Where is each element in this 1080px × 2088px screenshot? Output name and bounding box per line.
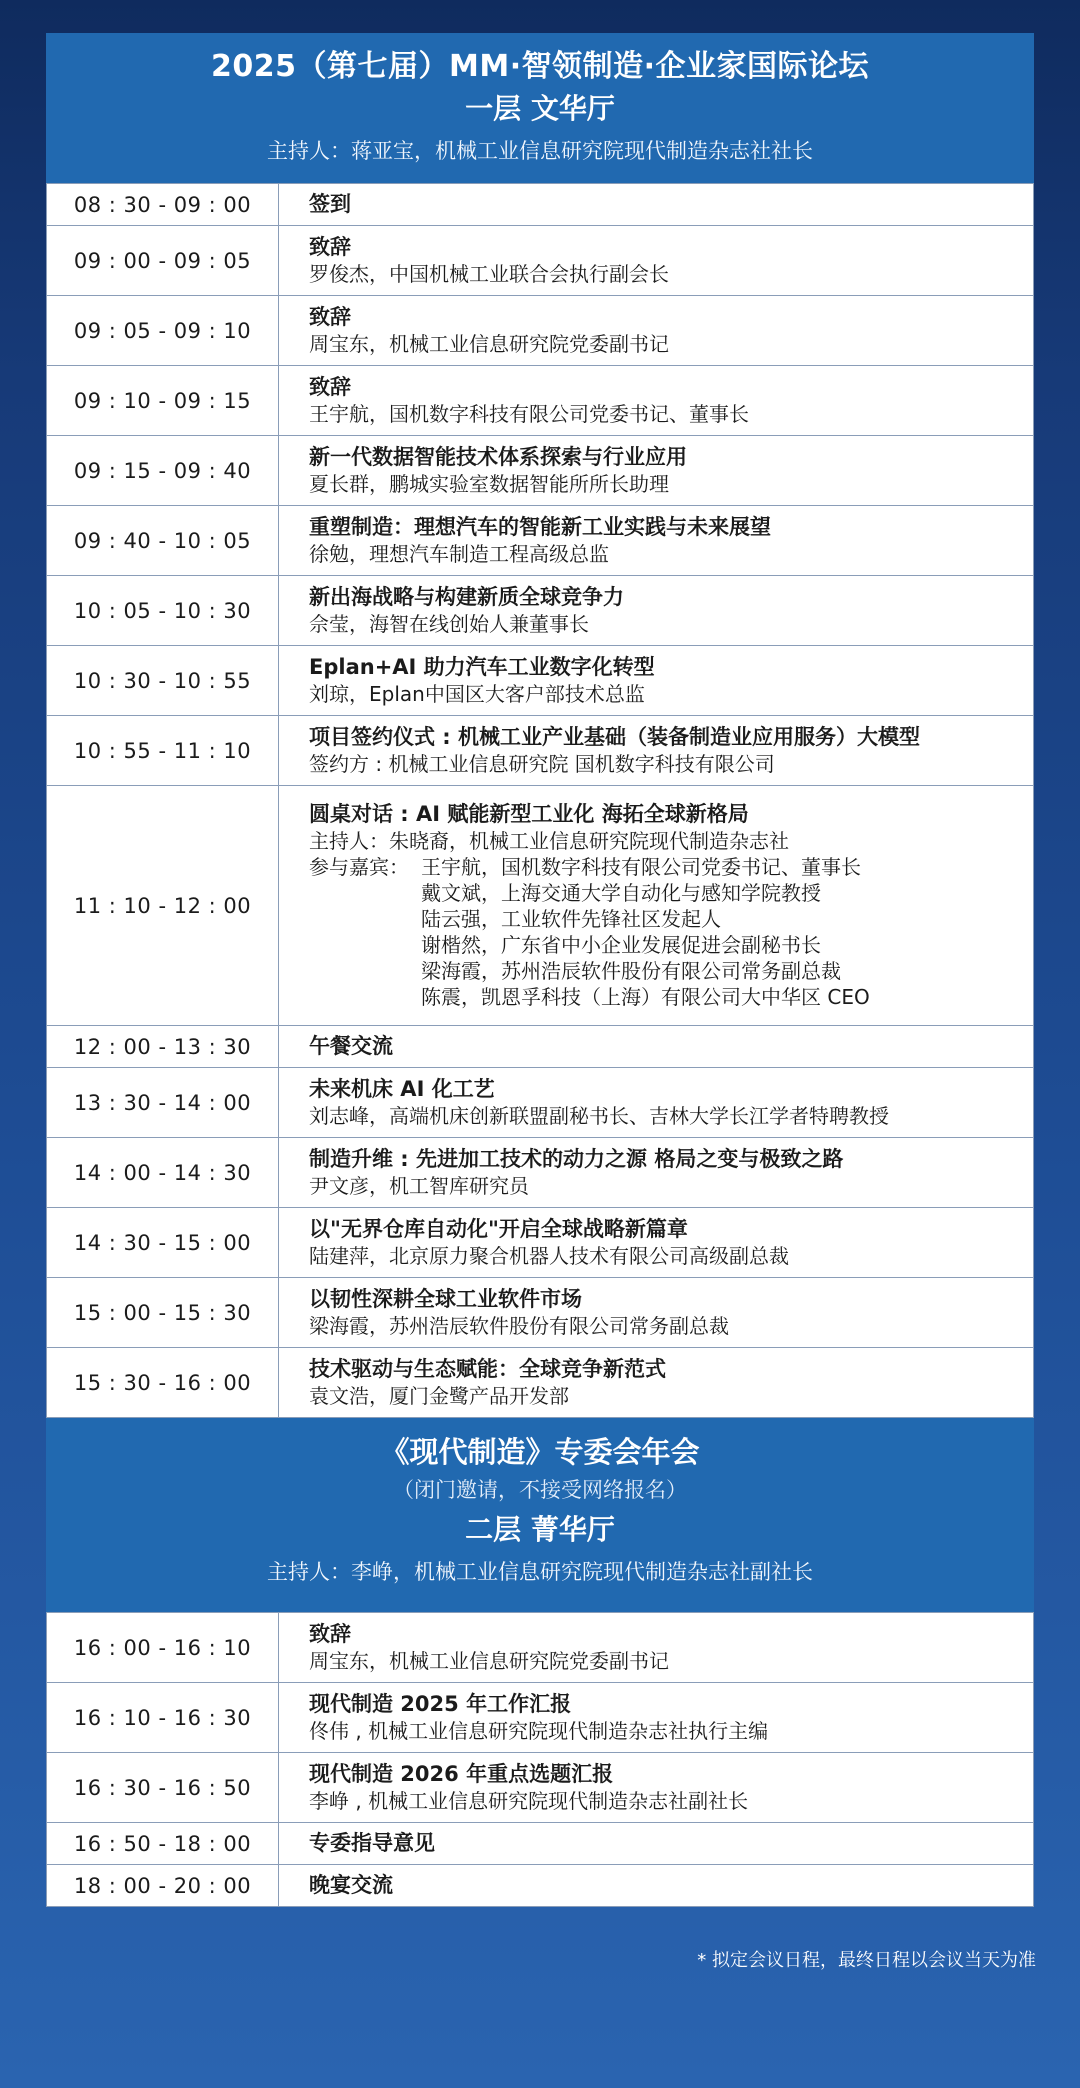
forum-schedule-table xyxy=(46,183,1034,1418)
session-title: 未来机床 AI 化工艺 xyxy=(309,1076,495,1101)
session-title: 新一代数据智能技术体系探索与行业应用 xyxy=(309,444,687,469)
session-time: 16 : 50 - 18 : 00 xyxy=(47,1823,279,1865)
schedule-row xyxy=(47,1613,1034,1683)
committee-schedule-table xyxy=(46,1612,1034,1907)
session-content xyxy=(279,296,1034,366)
session-title: 新出海战略与构建新质全球竞争力 xyxy=(309,584,624,609)
session-speaker: 佟伟 , 机械工业信息研究院现代制造杂志社执行主编 xyxy=(309,1718,769,1743)
session-time: 09 : 40 - 10 : 05 xyxy=(47,506,279,576)
session-title: 晚宴交流 xyxy=(309,1873,393,1897)
session-content xyxy=(279,436,1034,506)
session-speaker: 袁文浩，厦门金鹭产品开发部 xyxy=(309,1383,569,1408)
session-speaker: 梁海霞，苏州浩辰软件股份有限公司常务副总裁 xyxy=(309,1313,729,1338)
session-content xyxy=(279,1753,1034,1823)
schedule-row xyxy=(47,436,1034,506)
session-speaker: 刘志峰，高端机床创新联盟副秘书长、吉林大学长江学者特聘教授 xyxy=(309,1103,889,1128)
session-content xyxy=(279,576,1034,646)
session-time: 11 : 10 - 12 : 00 xyxy=(47,786,279,1026)
committee-note: （闭门邀请，不接受网络报名） xyxy=(393,1478,687,1502)
schedule-row xyxy=(47,226,1034,296)
schedule-row xyxy=(47,506,1034,576)
session-content xyxy=(279,366,1034,436)
guest-label xyxy=(309,880,421,906)
forum-host: 主持人：蒋亚宝，机械工业信息研究院现代制造杂志社社长 xyxy=(267,139,813,163)
session-speaker: 签约方 : 机械工业信息研究院 国机数字科技有限公司 xyxy=(309,751,775,776)
session-content xyxy=(279,184,1034,226)
committee-venue: 二层 菁华厅 xyxy=(465,1513,615,1546)
session-content xyxy=(279,716,1034,786)
session-time: 13 : 30 - 14 : 00 xyxy=(47,1068,279,1138)
session-title: 致辞 xyxy=(309,374,351,399)
schedule-row-roundtable xyxy=(47,786,1034,1026)
session-speaker: 周宝东，机械工业信息研究院党委副书记 xyxy=(309,1648,669,1673)
guest-name: 梁海霞，苏州浩辰软件股份有限公司常务副总裁 xyxy=(421,959,841,983)
session-content xyxy=(279,786,1034,1026)
session-title: 专委指导意见 xyxy=(309,1831,435,1855)
forum-venue: 一层 文华厅 xyxy=(465,92,615,125)
guest-name: 陈震，凯恩孚科技（上海）有限公司大中华区 CEO xyxy=(421,985,870,1009)
schedule-row xyxy=(47,184,1034,226)
session-time: 16 : 00 - 16 : 10 xyxy=(47,1613,279,1683)
session-speaker: 王宇航，国机数字科技有限公司党委书记、董事长 xyxy=(309,401,749,426)
guest-label xyxy=(309,958,421,984)
guest-label: 参与嘉宾： xyxy=(309,855,409,879)
session-content xyxy=(279,506,1034,576)
roundtable-host: 主持人：朱晓裔，机械工业信息研究院现代制造杂志社 xyxy=(309,829,789,853)
session-title: 以韧性深耕全球工业软件市场 xyxy=(309,1286,582,1311)
session-title: 致辞 xyxy=(309,1621,351,1646)
session-speaker: 夏长群，鹏城实验室数据智能所所长助理 xyxy=(309,471,669,496)
session-content xyxy=(279,1683,1034,1753)
session-title: 现代制造 2025 年工作汇报 xyxy=(309,1691,572,1716)
session-content xyxy=(279,1278,1034,1348)
guest-label xyxy=(309,932,421,958)
guest-line xyxy=(309,854,1033,880)
session-title: 午餐交流 xyxy=(309,1034,393,1058)
session-time: 16 : 30 - 16 : 50 xyxy=(47,1753,279,1823)
committee-header xyxy=(46,1418,1034,1612)
session-title: 致辞 xyxy=(309,304,351,329)
guest-line xyxy=(309,932,1033,958)
session-time: 16 : 10 - 16 : 30 xyxy=(47,1683,279,1753)
guest-name: 戴文斌，上海交通大学自动化与感知学院教授 xyxy=(421,881,821,905)
guest-label xyxy=(309,906,421,932)
session-title: 签到 xyxy=(309,192,351,216)
schedule-row xyxy=(47,1138,1034,1208)
schedule-row xyxy=(47,716,1034,786)
session-content xyxy=(279,646,1034,716)
guest-name: 陆云强，工业软件先锋社区发起人 xyxy=(421,907,721,931)
session-time: 14 : 30 - 15 : 00 xyxy=(47,1208,279,1278)
guest-label xyxy=(309,984,421,1010)
session-content xyxy=(279,1823,1034,1865)
schedule-row xyxy=(47,1026,1034,1068)
schedule-row xyxy=(47,1753,1034,1823)
schedule-row xyxy=(47,1278,1034,1348)
session-title: 技术驱动与生态赋能：全球竞争新范式 xyxy=(309,1356,666,1381)
forum-title: 2025（第七届）MM·智领制造·企业家国际论坛 xyxy=(211,49,869,84)
session-title: 以"无界仓库自动化"开启全球战略新篇章 xyxy=(309,1216,688,1241)
session-content xyxy=(279,1348,1034,1418)
session-title: 致辞 xyxy=(309,234,351,259)
session-content xyxy=(279,1208,1034,1278)
session-content xyxy=(279,1865,1034,1907)
session-speaker: 刘琼，Eplan中国区大客户部技术总监 xyxy=(309,681,645,706)
schedule-row xyxy=(47,1865,1034,1907)
schedule-row xyxy=(47,1208,1034,1278)
session-time: 12 : 00 - 13 : 30 xyxy=(47,1026,279,1068)
session-time: 10 : 30 - 10 : 55 xyxy=(47,646,279,716)
guest-line xyxy=(309,958,1033,984)
session-speaker: 罗俊杰，中国机械工业联合会执行副会长 xyxy=(309,261,669,286)
session-content xyxy=(279,1613,1034,1683)
session-time: 09 : 10 - 09 : 15 xyxy=(47,366,279,436)
session-speaker: 尹文彦，机工智库研究员 xyxy=(309,1173,529,1198)
session-time: 14 : 00 - 14 : 30 xyxy=(47,1138,279,1208)
session-time: 10 : 55 - 11 : 10 xyxy=(47,716,279,786)
session-time: 08 : 30 - 09 : 00 xyxy=(47,184,279,226)
guest-line xyxy=(309,984,1033,1010)
session-speaker: 佘莹，海智在线创始人兼董事长 xyxy=(309,611,589,636)
session-speaker: 李峥 , 机械工业信息研究院现代制造杂志社副社长 xyxy=(309,1788,749,1813)
session-title: 重塑制造：理想汽车的智能新工业实践与未来展望 xyxy=(309,514,771,539)
schedule-row xyxy=(47,296,1034,366)
session-content xyxy=(279,1068,1034,1138)
schedule-row xyxy=(47,366,1034,436)
committee-title: 《现代制造》专委会年会 xyxy=(380,1435,700,1469)
session-time: 09 : 05 - 09 : 10 xyxy=(47,296,279,366)
session-title: 现代制造 2026 年重点选题汇报 xyxy=(309,1761,614,1786)
session-content xyxy=(279,1138,1034,1208)
session-time: 10 : 05 - 10 : 30 xyxy=(47,576,279,646)
session-content xyxy=(279,1026,1034,1068)
session-content xyxy=(279,226,1034,296)
session-time: 09 : 15 - 09 : 40 xyxy=(47,436,279,506)
forum-header xyxy=(46,33,1034,183)
footnote: * 拟定会议日程，最终日程以会议当天为准 xyxy=(697,1950,1036,1971)
guest-name: 王宇航，国机数字科技有限公司党委书记、董事长 xyxy=(421,855,861,879)
session-speaker: 陆建萍，北京原力聚合机器人技术有限公司高级副总裁 xyxy=(309,1243,789,1268)
session-speaker: 徐勉，理想汽车制造工程高级总监 xyxy=(309,541,609,566)
guest-name: 谢楷然，广东省中小企业发展促进会副秘书长 xyxy=(421,933,821,957)
session-speaker: 周宝东，机械工业信息研究院党委副书记 xyxy=(309,331,669,356)
guest-line xyxy=(309,880,1033,906)
schedule-row xyxy=(47,1348,1034,1418)
session-title: 圆桌对话 : AI 赋能新型工业化 海拓全球新格局 xyxy=(309,802,749,826)
schedule-row xyxy=(47,646,1034,716)
committee-host: 主持人：李峥，机械工业信息研究院现代制造杂志社副社长 xyxy=(267,1560,813,1584)
schedule-row xyxy=(47,1683,1034,1753)
agenda-panel xyxy=(46,33,1034,1907)
guest-line xyxy=(309,906,1033,932)
session-time: 09 : 00 - 09 : 05 xyxy=(47,226,279,296)
session-time: 15 : 00 - 15 : 30 xyxy=(47,1278,279,1348)
session-time: 18 : 00 - 20 : 00 xyxy=(47,1865,279,1907)
schedule-row xyxy=(47,1823,1034,1865)
session-time: 15 : 30 - 16 : 00 xyxy=(47,1348,279,1418)
session-title: 制造升维 : 先进加工技术的动力之源 格局之变与极致之路 xyxy=(309,1146,844,1171)
session-title: 项目签约仪式 : 机械工业产业基础（装备制造业应用服务）大模型 xyxy=(309,724,921,749)
session-title: Eplan+AI 助力汽车工业数字化转型 xyxy=(309,654,655,679)
schedule-row xyxy=(47,576,1034,646)
schedule-row xyxy=(47,1068,1034,1138)
